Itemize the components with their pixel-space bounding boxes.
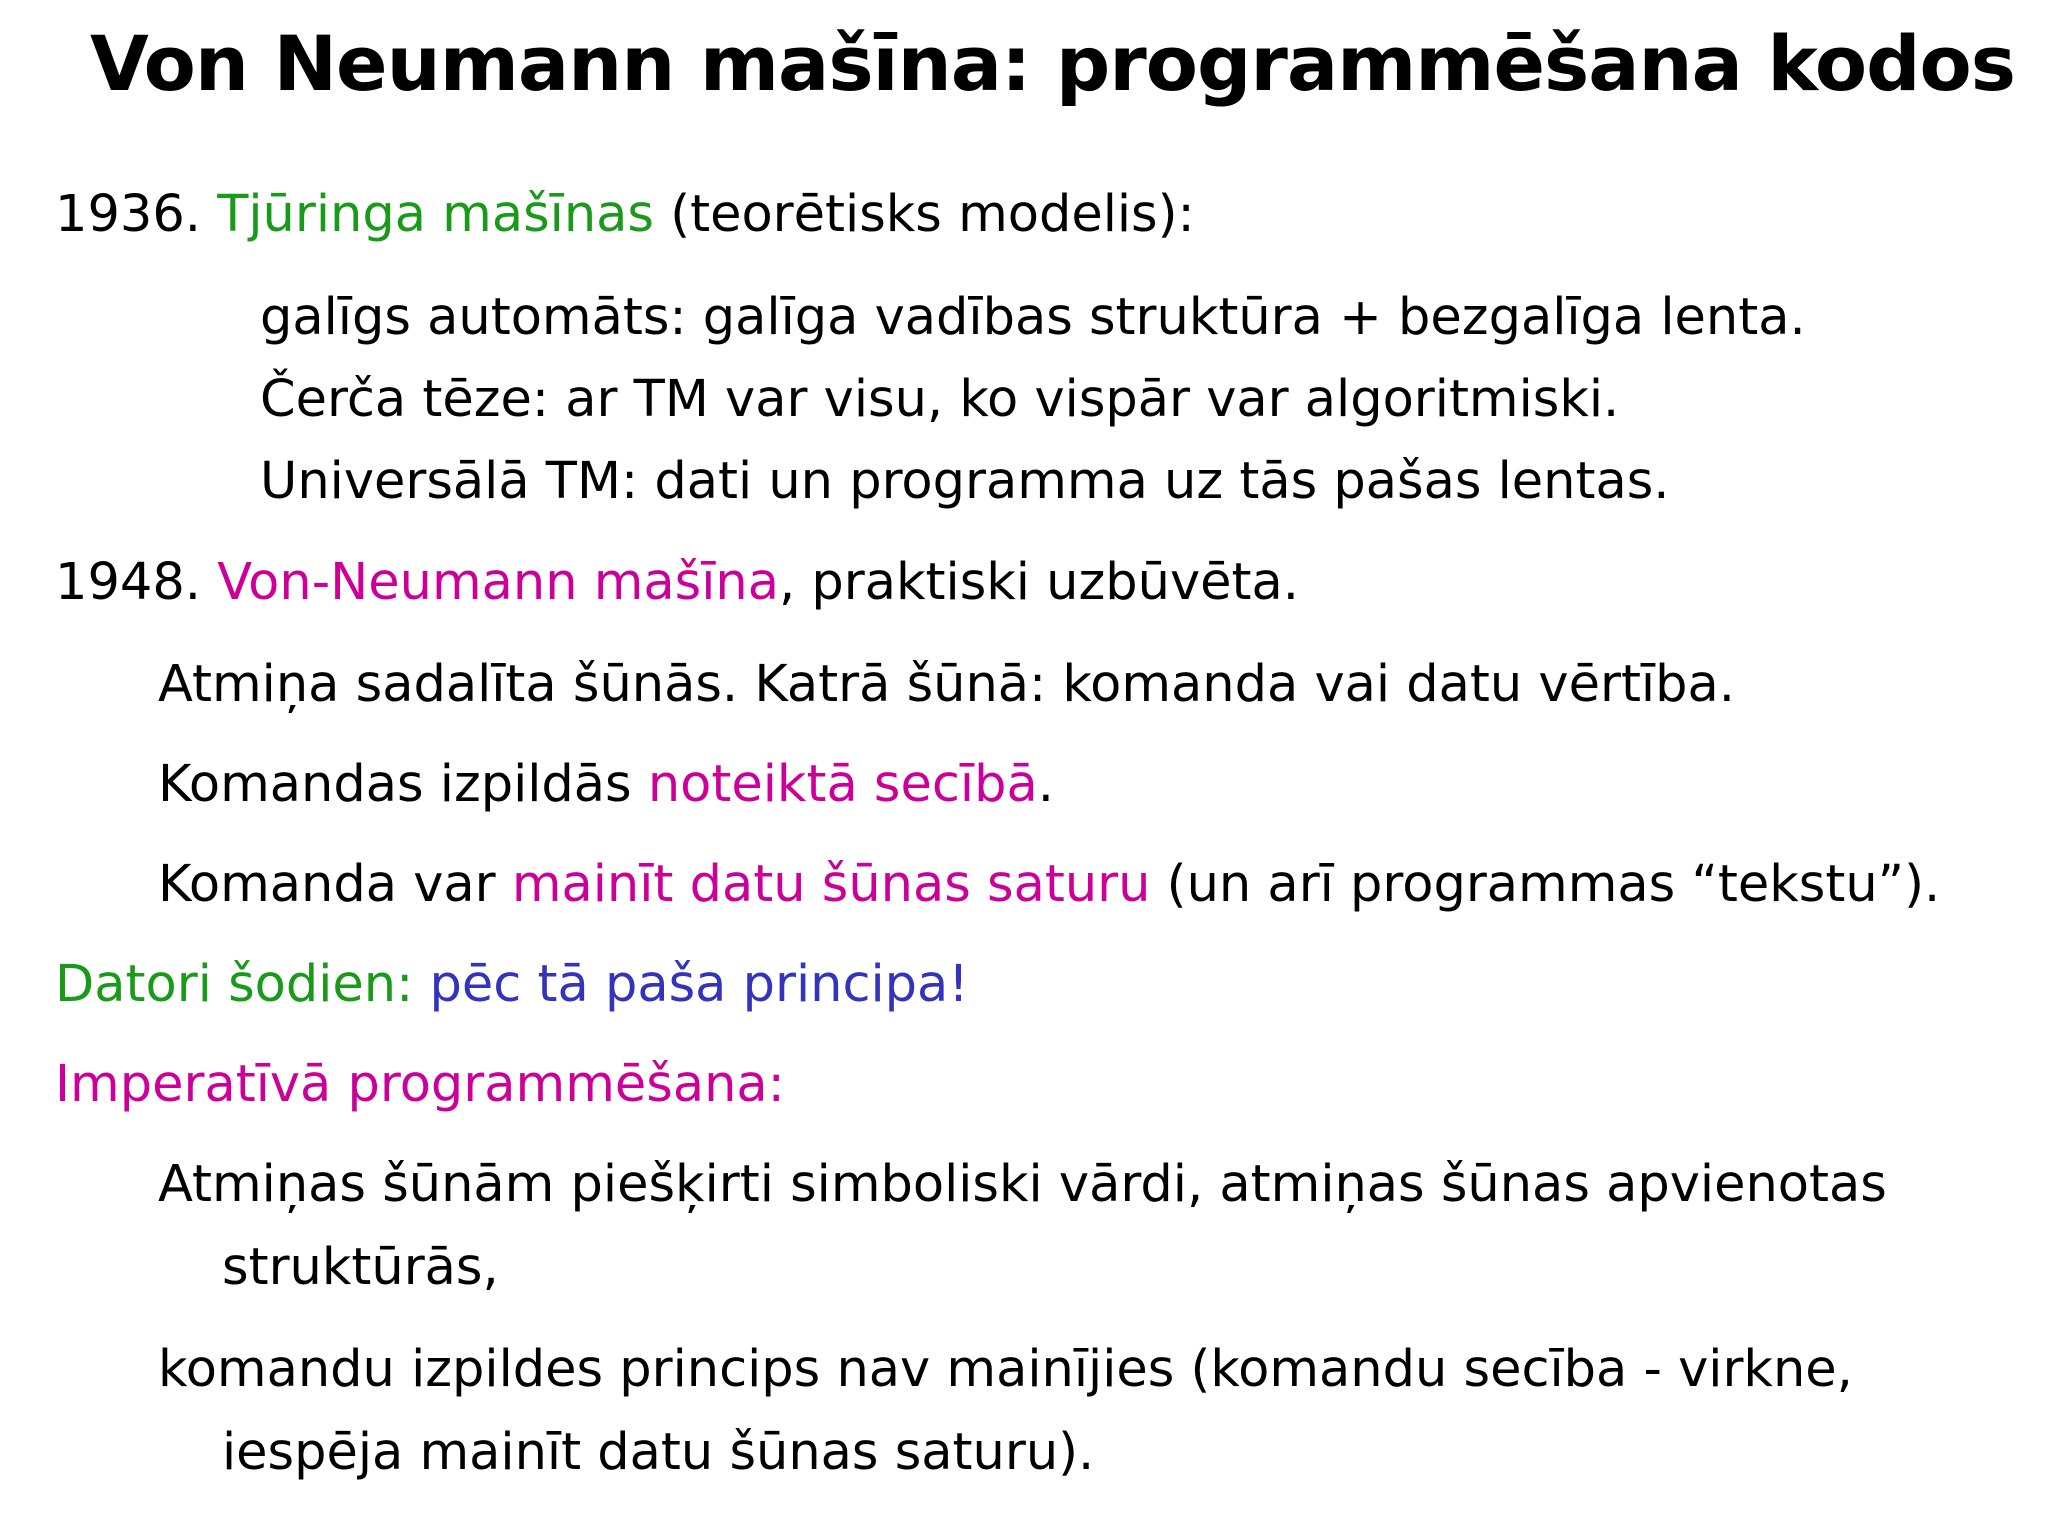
computers-today-label: Datori šodien:	[55, 955, 414, 1014]
year-1936: 1936.	[55, 185, 202, 244]
von-neumann-description: , praktiski uzbūvēta.	[778, 553, 1299, 612]
slide-title: Von Neumann mašīna: programmēšana kodos	[90, 19, 2015, 108]
imperative-heading: Imperatīvā programmēšana:	[55, 1055, 785, 1114]
memory-cells-item: Atmiņa sadalīta šūnās. Katrā šūnā: komanda vai datu vērtība.	[158, 655, 1735, 714]
finite-automaton-item: galīgs automāts: galīga vadības struktūra + bezgalīga lenta.	[260, 288, 1806, 347]
command-order-highlight: noteiktā secībā	[647, 755, 1038, 814]
command-modify-end: (un arī programmas “tekstu”).	[1150, 855, 1941, 914]
execution-principle-item-line2: iespēja mainīt datu šūnas saturu).	[222, 1423, 1095, 1482]
command-order-end: .	[1037, 755, 1054, 814]
symbolic-names-item-line2: struktūrās,	[222, 1238, 499, 1297]
command-modify-item	[158, 850, 1940, 920]
line-1936	[55, 180, 1195, 250]
universal-tm-item: Universālā TM: dati un programma uz tās pašas lentas.	[260, 452, 1670, 511]
execution-principle-item-line1: komandu izpildes princips nav mainījies (komandu secība - virkne,	[158, 1340, 1853, 1399]
year-1948: 1948.	[55, 553, 202, 612]
von-neumann-term: Von-Neumann mašīna	[217, 553, 779, 612]
symbolic-names-item-line1: Atmiņas šūnām piešķirti simboliski vārdi, atmiņas šūnas apvienotas	[158, 1155, 1887, 1214]
church-thesis-item: Čerča tēze: ar TM var visu, ko vispār var algoritmiski.	[260, 370, 1620, 429]
computers-today-line	[55, 950, 969, 1020]
command-order-text: Komandas izpildās	[158, 755, 648, 814]
line-1948	[55, 548, 1299, 618]
command-modify-text: Komanda var	[158, 855, 512, 914]
turing-machines-term: Tjūringa mašīnas	[217, 185, 654, 244]
computers-today-value: pēc tā paša principa!	[413, 955, 969, 1014]
turing-machines-description: (teorētisks modelis):	[654, 185, 1195, 244]
command-order-item	[158, 750, 1054, 820]
command-modify-highlight: mainīt datu šūnas saturu	[511, 855, 1151, 914]
